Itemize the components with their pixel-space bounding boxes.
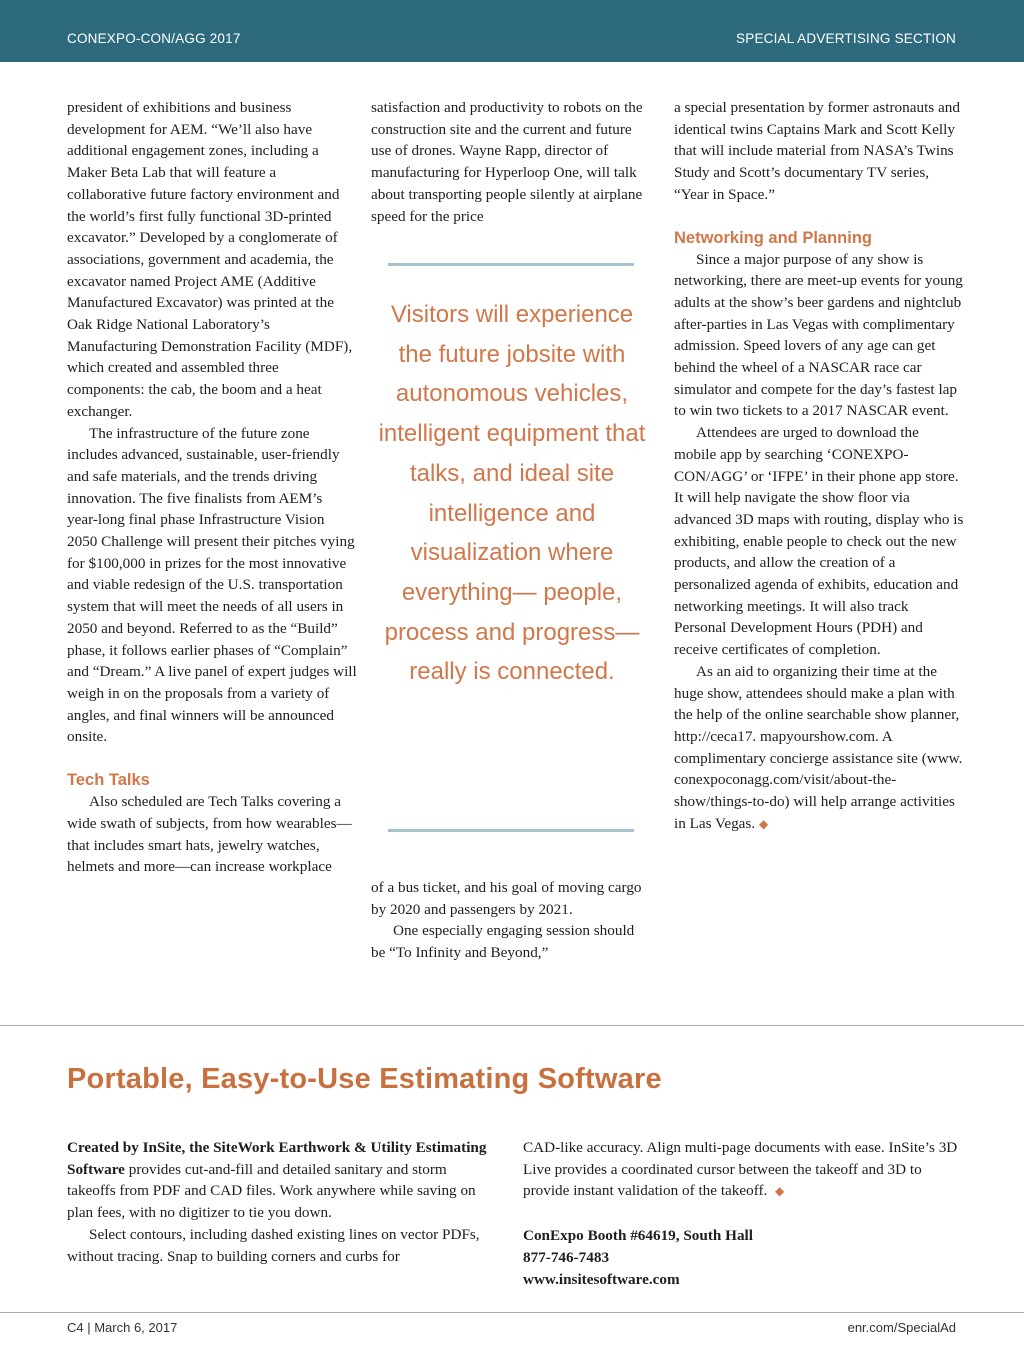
ad-column-1 [67,1137,497,1267]
pullquote-top-rule [388,263,634,266]
header-bar [0,0,1024,62]
article-paragraph: satisfaction and productivity to robots on the construction site and the current and future use of drones. Wayne Rapp, director of manufacturing for Hyperloop One, will talk about transporting people silently at airplane speed for the price [371,99,643,225]
footer-url: enr.com/SpecialAd [847,1320,956,1335]
article-column-2-bottom [371,877,646,964]
ad-column-2 [523,1137,963,1290]
pullquote: Visitors will experience the future jobsite with autonomous vehicles, intelligent equipment that talks, and ideal site intelligence and visualization where everything— people, process and progress— really is connected. [378,301,646,686]
article-text: As an aid to organizing their time at the huge show, attendees should make a plan with the help of the online searchable show planner, http://ceca17. mapyourshow.com. A complimentary concierge assistance site (www. conexpoconagg.com/visit/about-the-show/things-to-do) will help arrange activities in Las Vegas. [674,662,963,832]
article-paragraph: of a bus ticket, and his goal of moving cargo by 2020 and passengers by 2021. [371,879,642,918]
phone-number: 877-746-7483 [523,1248,610,1266]
article-paragraph: Since a major purpose of any show is networking, there are meet-up events for young adults at the show’s beer gardens and nightclub after-parties in Las Vegas with complimentary admission. Speed lovers of any age can get behind the wheel of a NASCAR race car simulator and compete for the day’s fastest lap to win two tickets to a 2017 NASCAR event. [674,250,963,420]
end-mark-icon: ◆ [758,816,769,831]
section-divider [0,1025,1024,1026]
ad-paragraph [67,1137,497,1224]
article-column-1 [67,97,357,878]
article-paragraph: Also scheduled are Tech Talks covering a wide swath of subjects, from how wearables—that includes smart hats, jewelry watches, helmets and more—can increase workplace [67,793,352,876]
article-paragraph [674,661,964,836]
end-mark-icon: ◆ [774,1184,785,1199]
subhead-networking: Networking and Planning [674,228,873,247]
article-paragraph: president of exhibitions and business development for AEM. “We’ll also have additional engagement zones, including a Maker Beta Lab that will feature a collaborative future factory environment and the world’s first fully functional 3D-printed excavator.” Developed by a conglomerate of associations, government and academia, the excavator named Project AME (Additive Manufactured Excavator) was printed at the Oak Ridge National Laboratory’s Manufacturing Demonstration Facility (MDF), which created and assembled three components: the cab, the boom and a heat exchanger. [67,99,353,420]
ad-lead-text: provides cut-and-fill and detailed sanitary and storm takeoffs from PDF and CAD files. Work anywhere while saving on plan fees, with no digitizer to tie you down. [67,1160,476,1222]
subhead-tech-talks: Tech Talks [67,771,150,790]
ad-text: CAD-like accuracy. Align multi-page documents with ease. InSite’s 3D Live provides a coordinated cursor between the takeoff and 3D to provide instant validation of the takeoff. [523,1139,958,1200]
pullquote-bottom-rule [388,829,634,832]
article-paragraph: a special presentation by former astronauts and identical twins Captains Mark and Scott Kelly that will include material from NASA’s Twins Study and Scott’s documentary TV series, “Year in Space.” [674,99,960,203]
ad-paragraph [523,1137,963,1203]
article-column-2-top [371,97,646,227]
ad-paragraph: Select contours, including dashed existing lines on vector PDFs, without tracing. Snap to building corners and curbs for [67,1225,480,1265]
article-column-3 [674,97,964,836]
ad-contact [523,1225,963,1290]
website-link[interactable]: www.insitesoftware.com [523,1270,680,1288]
article-paragraph: One especially engaging session should be “To Infinity and Beyond,” [371,922,635,962]
booth-info: ConExpo Booth #64619, South Hall [523,1227,753,1245]
ad-title: Portable, Easy-to-Use Estimating Software [67,1063,662,1095]
article-paragraph: The infrastructure of the future zone includes advanced, sustainable, user-friendly and safe materials, and the trends driving innovation. The five finalists from AEM’s year-long final phase Infrastructure Vision 2050 Challenge will present their pitches vying for $100,000 in prizes for the most innovative and viable redesign of the U.S. transportation system that will meet the needs of all users in 2050 and beyond. Referred to as the “Build” phase, it follows earlier phases of “Complain” and “Dream.” A live panel of expert judges will weigh in on the proposals from a variety of angles, and final winners will be announced onsite. [67,424,357,746]
header-publication: CONEXPO-CON/AGG 2017 [67,31,241,46]
footer-divider [0,1312,1024,1313]
ad-lead-bold: Created by InSite, the SiteWork Earthwork & Utility Estimating Software [67,1139,487,1178]
article-paragraph: Attendees are urged to download the mobile app by searching ‘CONEXPO-CON/AGG’ or ‘IFPE’ in their phone app store. It will help navigate the show floor via advanced 3D maps with routing, display who is exhibiting, enable people to check out the new products, and allow the creation of a personalized agenda of exhibits, education and networking meetings. It will also track Personal Development Hours (PDH) and receive certificates of completion. [674,424,964,659]
footer-page-info: C4 | March 6, 2017 [67,1320,178,1335]
header-section-label: SPECIAL ADVERTISING SECTION [736,31,956,46]
